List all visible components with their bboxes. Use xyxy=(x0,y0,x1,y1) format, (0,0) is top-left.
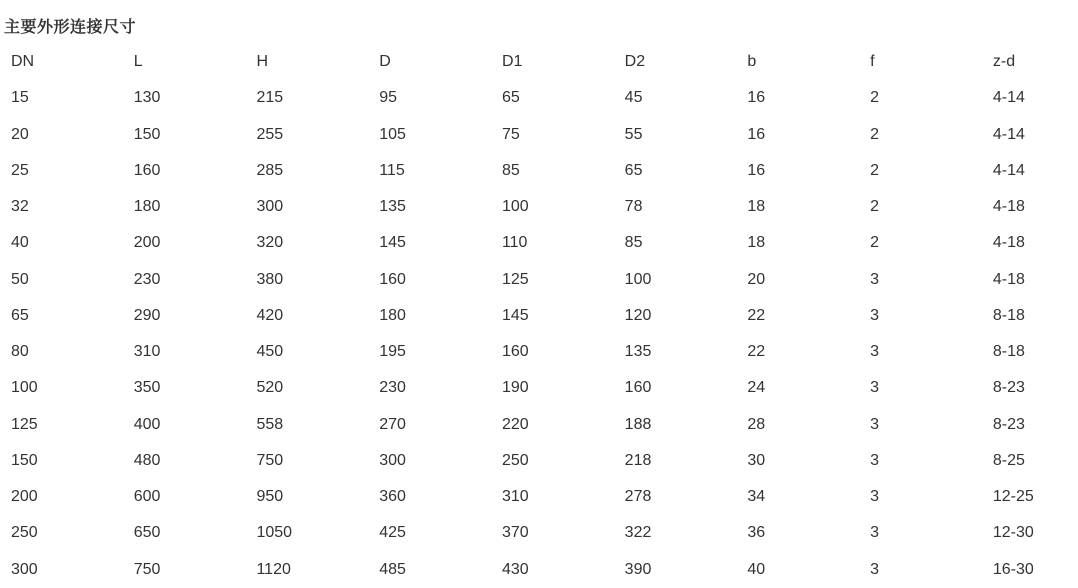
table-cell: 3 xyxy=(870,379,880,397)
table-cell: 255 xyxy=(256,125,284,143)
table-cell: 950 xyxy=(256,488,284,506)
table-cell: 650 xyxy=(133,524,161,542)
table-cell: 4-14 xyxy=(992,89,1025,107)
table-cell: 100 xyxy=(624,270,652,288)
table-cell: 215 xyxy=(256,89,284,107)
table-cell: 320 xyxy=(256,234,284,252)
table-cell: 145 xyxy=(379,234,406,252)
table-cell: 125 xyxy=(501,270,529,288)
table-cell: 250 xyxy=(11,524,38,542)
table-cell: 4-18 xyxy=(992,270,1025,288)
table-cell: 4-18 xyxy=(992,234,1025,252)
table-row xyxy=(0,189,1078,225)
table-cell: 3 xyxy=(870,343,880,361)
table-cell: 3 xyxy=(870,270,880,288)
column-header: H xyxy=(256,53,269,71)
table-cell: 3 xyxy=(870,488,880,506)
table-cell: 135 xyxy=(624,343,652,361)
dimensions-table xyxy=(0,44,1078,588)
table-row xyxy=(0,117,1078,153)
table-cell: 195 xyxy=(379,343,406,361)
table-cell: 450 xyxy=(256,343,284,361)
table-cell: 100 xyxy=(11,379,38,397)
table-cell: 36 xyxy=(747,524,766,542)
table-row xyxy=(0,370,1078,406)
column-header: f xyxy=(870,53,875,71)
table-cell: 425 xyxy=(379,524,406,542)
table-cell: 220 xyxy=(501,415,529,433)
table-cell: 218 xyxy=(624,451,652,469)
table-cell: 120 xyxy=(624,306,652,324)
table-row xyxy=(0,80,1078,116)
table-cell: 180 xyxy=(133,198,161,216)
table-cell: 50 xyxy=(11,270,29,288)
table-cell: 55 xyxy=(624,125,643,143)
table-row xyxy=(0,479,1078,515)
table-cell: 200 xyxy=(133,234,161,252)
table-cell: 300 xyxy=(256,198,284,216)
table-cell: 485 xyxy=(379,560,406,578)
table-cell: 2 xyxy=(870,161,880,179)
table-cell: 65 xyxy=(624,161,643,179)
table-cell: 420 xyxy=(256,306,284,324)
table-cell: 130 xyxy=(133,89,161,107)
table-cell: 16 xyxy=(747,89,766,107)
table-row xyxy=(0,443,1078,479)
table-cell: 18 xyxy=(747,234,766,252)
table-cell: 8-18 xyxy=(992,306,1025,324)
table-cell: 160 xyxy=(133,161,161,179)
table-cell: 390 xyxy=(624,560,652,578)
column-header: DN xyxy=(11,53,35,71)
table-cell: 4-18 xyxy=(992,198,1025,216)
table-row xyxy=(0,298,1078,334)
table-cell: 3 xyxy=(870,524,880,542)
table-cell: 75 xyxy=(501,125,520,143)
table-cell: 322 xyxy=(624,524,652,542)
table-cell: 2 xyxy=(870,198,880,216)
table-cell: 750 xyxy=(133,560,161,578)
table-cell: 16 xyxy=(747,125,766,143)
table-row xyxy=(0,552,1078,588)
table-cell: 45 xyxy=(624,89,643,107)
table-cell: 20 xyxy=(11,125,29,143)
table-row xyxy=(0,262,1078,298)
table-cell: 350 xyxy=(133,379,161,397)
table-cell: 2 xyxy=(870,234,880,252)
table-cell: 105 xyxy=(379,125,406,143)
table-cell: 3 xyxy=(870,451,880,469)
table-cell: 145 xyxy=(501,306,529,324)
table-cell: 15 xyxy=(11,89,29,107)
table-row xyxy=(0,225,1078,261)
table-cell: 80 xyxy=(11,343,29,361)
table-cell: 22 xyxy=(747,343,766,361)
column-header: D2 xyxy=(624,53,646,71)
table-cell: 370 xyxy=(501,524,529,542)
table-cell: 150 xyxy=(11,451,38,469)
table-cell: 310 xyxy=(501,488,529,506)
table-cell: 188 xyxy=(624,415,652,433)
table-cell: 32 xyxy=(11,198,29,216)
table-cell: 20 xyxy=(747,270,766,288)
table-cell: 34 xyxy=(747,488,766,506)
table-cell: 300 xyxy=(11,560,38,578)
table-cell: 285 xyxy=(256,161,284,179)
table-cell: 230 xyxy=(379,379,406,397)
table-cell: 558 xyxy=(256,415,284,433)
table-cell: 1050 xyxy=(256,524,293,542)
table-cell: 4-14 xyxy=(992,125,1025,143)
table-cell: 135 xyxy=(379,198,406,216)
table-cell: 3 xyxy=(870,306,880,324)
table-body xyxy=(0,80,1078,588)
table-cell: 310 xyxy=(133,343,161,361)
table-cell: 160 xyxy=(624,379,652,397)
table-cell: 250 xyxy=(501,451,529,469)
table-cell: 150 xyxy=(133,125,161,143)
column-header: D1 xyxy=(501,53,523,71)
table-cell: 430 xyxy=(501,560,529,578)
table-cell: 30 xyxy=(747,451,766,469)
table-cell: 278 xyxy=(624,488,652,506)
table-cell: 380 xyxy=(256,270,284,288)
table-row xyxy=(0,153,1078,189)
table-cell: 110 xyxy=(501,234,528,252)
column-header: D xyxy=(379,53,391,71)
table-cell: 85 xyxy=(624,234,643,252)
page-title: 主要外形连接尺寸 xyxy=(4,17,137,36)
table-cell: 400 xyxy=(133,415,161,433)
table-cell: 85 xyxy=(501,161,520,179)
table-cell: 18 xyxy=(747,198,766,216)
table-cell: 25 xyxy=(11,161,29,179)
column-header: b xyxy=(747,53,757,71)
table-cell: 160 xyxy=(501,343,529,361)
table-cell: 290 xyxy=(133,306,161,324)
table-cell: 180 xyxy=(379,306,406,324)
table-cell: 125 xyxy=(11,415,38,433)
table-row xyxy=(0,515,1078,551)
table-cell: 1120 xyxy=(256,560,291,578)
table-cell: 16-30 xyxy=(992,560,1034,578)
table-cell: 270 xyxy=(379,415,406,433)
table-cell: 8-23 xyxy=(992,379,1025,397)
table-cell: 520 xyxy=(256,379,284,397)
table-cell: 8-18 xyxy=(992,343,1025,361)
table-cell: 160 xyxy=(379,270,406,288)
column-header: L xyxy=(133,53,143,71)
table-cell: 65 xyxy=(501,89,520,107)
table-header-row xyxy=(0,44,1078,80)
table-cell: 190 xyxy=(501,379,529,397)
table-cell: 2 xyxy=(870,125,880,143)
table-cell: 2 xyxy=(870,89,880,107)
table-cell: 78 xyxy=(624,198,643,216)
column-header: z-d xyxy=(992,53,1016,71)
table-cell: 480 xyxy=(133,451,161,469)
table-cell: 300 xyxy=(379,451,406,469)
table-cell: 3 xyxy=(870,415,880,433)
table-cell: 40 xyxy=(747,560,766,578)
table-cell: 24 xyxy=(747,379,766,397)
table-cell: 8-25 xyxy=(992,451,1025,469)
table-cell: 95 xyxy=(379,89,397,107)
table-cell: 100 xyxy=(501,198,529,216)
table-cell: 4-14 xyxy=(992,161,1025,179)
table-cell: 12-25 xyxy=(992,488,1034,506)
table-cell: 40 xyxy=(11,234,29,252)
table-cell: 28 xyxy=(747,415,766,433)
table-cell: 230 xyxy=(133,270,161,288)
table-cell: 360 xyxy=(379,488,406,506)
table-cell: 65 xyxy=(11,306,29,324)
table-cell: 3 xyxy=(870,560,880,578)
table-cell: 200 xyxy=(11,488,38,506)
table-cell: 750 xyxy=(256,451,284,469)
table-cell: 12-30 xyxy=(992,524,1034,542)
table-cell: 600 xyxy=(133,488,161,506)
table-row xyxy=(0,407,1078,443)
table-cell: 22 xyxy=(747,306,766,324)
table-cell: 16 xyxy=(747,161,766,179)
table-row xyxy=(0,334,1078,370)
table-cell: 8-23 xyxy=(992,415,1025,433)
table-cell: 115 xyxy=(379,161,405,179)
